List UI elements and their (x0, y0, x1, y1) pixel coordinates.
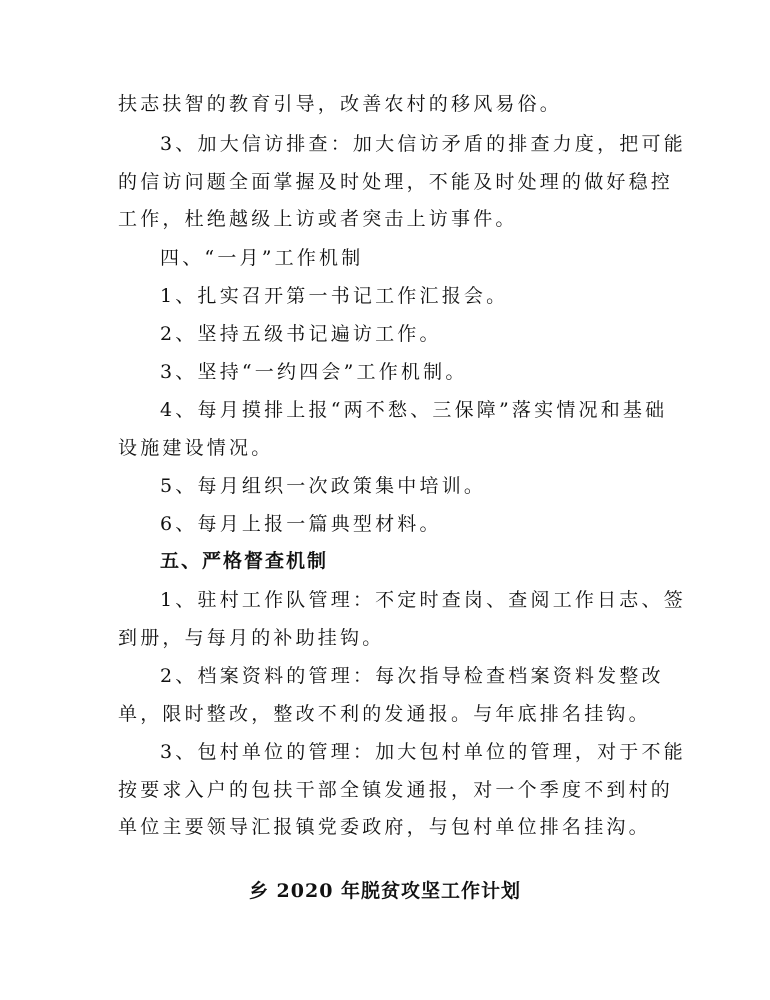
paragraph-line: 3、坚持“一约四会”工作机制。 (160, 361, 468, 383)
paragraph-line: 设施建设情况。 (118, 437, 274, 459)
section-heading: 四、“一月”工作机制 (160, 247, 364, 269)
paragraph-line: 3、加大信访排查：加大信访矛盾的排查力度，把可能 (160, 133, 686, 155)
paragraph-line: 3、包村单位的管理：加大包村单位的管理，对于不能 (160, 741, 686, 763)
paragraph-line: 1、扎实召开第一书记工作汇报会。 (160, 285, 509, 307)
paragraph-line: 的信访问题全面掌握及时处理，不能及时处理的做好稳控 (118, 171, 674, 193)
paragraph-line: 4、每月摸排上报“两不愁、三保障”落实情况和基础 (160, 399, 668, 421)
paragraph-line: 单位主要领导汇报镇党委政府，与包村单位排名挂沟。 (118, 816, 651, 838)
paragraph-line: 5、每月组织一次政策集中培训。 (160, 475, 487, 497)
paragraph-line: 2、坚持五级书记遍访工作。 (160, 323, 442, 345)
paragraph-line: 2、档案资料的管理：每次指导检查档案资料发整改 (160, 665, 664, 687)
section-heading: 五、严格督查机制 (160, 550, 329, 572)
paragraph-line: 单，限时整改，整改不利的发通报。与年底排名挂钩。 (118, 703, 651, 725)
paragraph-line: 扶志扶智的教育引导，改善农村的移风易俗。 (118, 93, 563, 115)
paragraph-line: 6、每月上报一篇典型材料。 (160, 513, 442, 535)
paragraph-line: 工作，杜绝越级上访或者突击上访事件。 (118, 208, 518, 230)
paragraph-line: 到册，与每月的补助挂钩。 (118, 627, 385, 649)
paragraph-line: 1、驻村工作队管理：不定时查岗、查阅工作日志、签 (160, 589, 686, 611)
next-document-title: 乡 2020 年脱贫攻坚工作计划 (248, 880, 522, 902)
paragraph-line: 按要求入户的包扶干部全镇发通报，对一个季度不到村的 (118, 779, 674, 801)
